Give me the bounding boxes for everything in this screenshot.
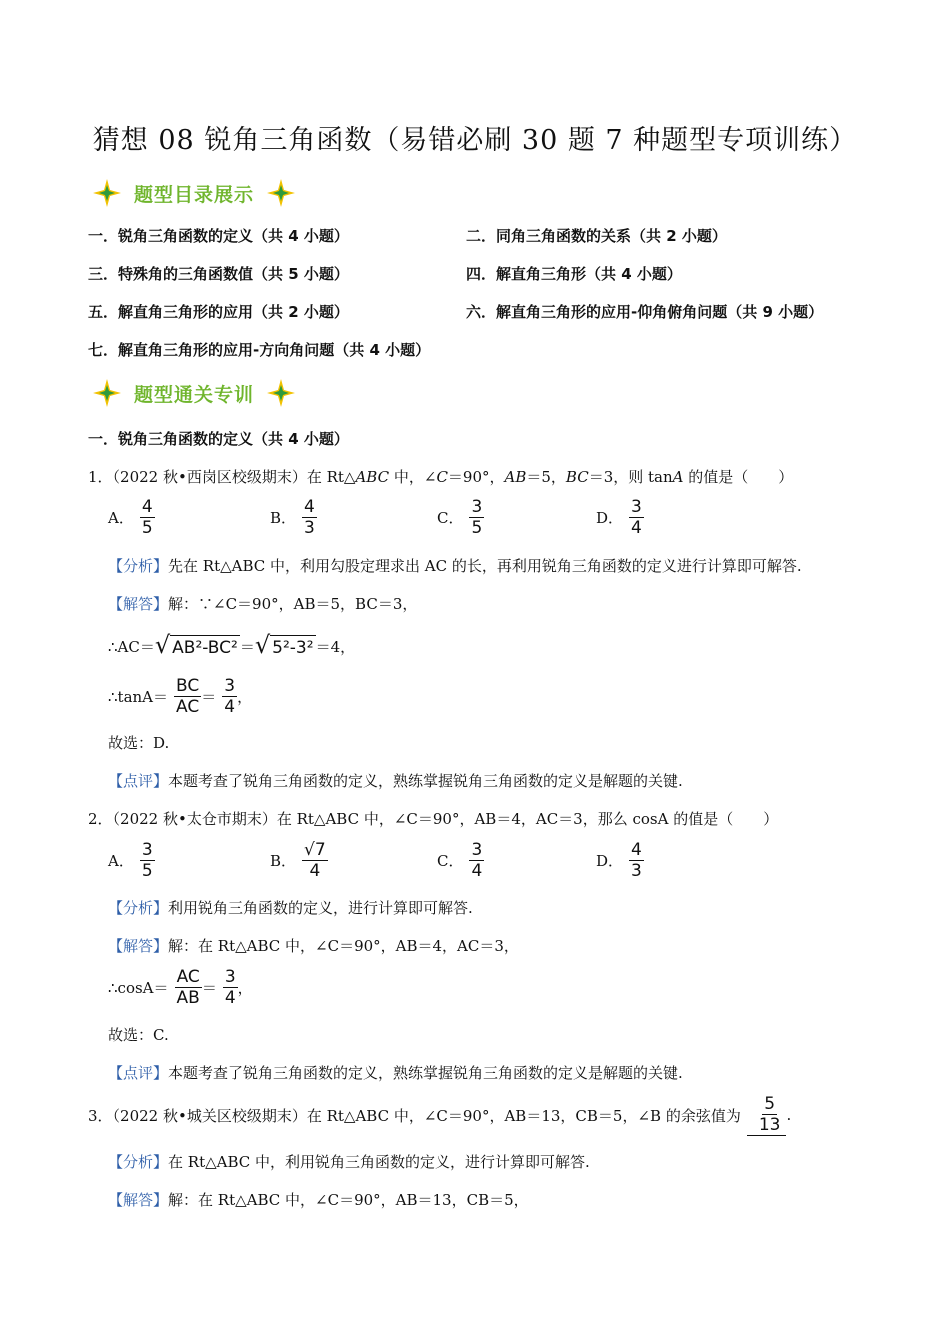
solution-2-step: ∴cosA＝ $\frac{AC}{AB}$ ＝ $\frac{3}{4}$ ， (108, 967, 253, 1008)
choose-2: 故选：C. (108, 1026, 169, 1044)
toc-item[interactable]: 七．解直角三角形的应用-方向角问题（共 4 小题） (88, 341, 431, 359)
solution-1-step-1: ∴AC＝ √ AB²-BC² ＝ √ 5²-3² ＝4， (108, 631, 356, 659)
solution-3: 【解答】解：在 Rt△ABC 中，∠C＝90°，AB＝13，CB＝5， (108, 1191, 529, 1209)
analysis-3: 【分析】在 Rt△ABC 中，利用锐角三角函数的定义，进行计算即可解答. (108, 1153, 590, 1171)
toc-item[interactable]: 一．锐角三角函数的定义（共 4 小题） (88, 227, 349, 245)
toc-banner (92, 178, 296, 208)
solution-2: 【解答】解：在 Rt△ABC 中，∠C＝90°，AB＝4，AC＝3， (108, 937, 519, 955)
option-b[interactable]: B． $\frac{√7}{4}$ (270, 840, 326, 881)
option-a[interactable]: A． $\frac{4}{5}$ (108, 497, 153, 538)
option-b[interactable]: B． $\frac{4}{3}$ (270, 497, 315, 538)
option-c[interactable]: C． $\frac{3}{4}$ (437, 840, 483, 881)
train-banner (92, 378, 296, 408)
question-1-stem: 1．（2022 秋•西岗区校级期末）在 Rt△ABC 中，∠C＝90°，AB＝5，BC＝3，则 tanA 的值是（ ） (88, 468, 794, 486)
sparkle-star-icon (92, 378, 122, 408)
solution-1: 【解答】解：∵∠C＝90°，AB＝5，BC＝3， (108, 595, 418, 613)
train-banner-label: 题型通关专训 (134, 383, 255, 406)
comment-1: 【点评】本题考查了锐角三角函数的定义，熟练掌握锐角三角函数的定义是解题的关键. (108, 772, 683, 790)
sparkle-star-icon (266, 178, 296, 208)
question-3-stem: 3．（2022 秋•城关区校级期末）在 Rt△ABC 中，∠C＝90°，AB＝13，CB＝5，∠B 的余弦值为 $\frac{5}{13}$ . (88, 1094, 792, 1135)
sparkle-star-icon (266, 378, 296, 408)
choose-1: 故选：D. (108, 734, 170, 752)
toc-item[interactable]: 四．解直角三角形（共 4 小题） (466, 265, 682, 283)
toc-item[interactable]: 五．解直角三角形的应用（共 2 小题） (88, 303, 349, 321)
sparkle-star-icon (92, 178, 122, 208)
toc-item[interactable]: 二．同角三角函数的关系（共 2 小题） (466, 227, 727, 245)
question-2-stem: 2．（2022 秋•太仓市期末）在 Rt△ABC 中，∠C＝90°，AB＝4，AC＝3，那么 cosA 的值是（ ） (88, 810, 779, 828)
page-title: 猜想 08 锐角三角函数（易错必刷 30 题 7 种题型专项训练） (92, 125, 858, 156)
toc-item[interactable]: 三．特殊角的三角函数值（共 5 小题） (88, 265, 349, 283)
option-d[interactable]: D． $\frac{4}{3}$ (596, 840, 642, 881)
option-c[interactable]: C． $\frac{3}{5}$ (437, 497, 483, 538)
toc-item[interactable]: 六．解直角三角形的应用-仰角俯角问题（共 9 小题） (466, 303, 824, 321)
analysis-1: 【分析】先在 Rt△ABC 中，利用勾股定理求出 AC 的长，再利用锐角三角函数的定义进行计算即可解答. (108, 557, 802, 575)
option-a[interactable]: A． $\frac{3}{5}$ (108, 840, 153, 881)
solution-1-step-2: ∴tanA＝ $\frac{BC}{AC}$ ＝ $\frac{3}{4}$ ， (108, 676, 253, 717)
toc-banner-label: 题型目录展示 (134, 183, 255, 206)
section-heading: 一．锐角三角函数的定义（共 4 小题） (88, 430, 349, 448)
option-d[interactable]: D． $\frac{3}{4}$ (596, 497, 642, 538)
comment-2: 【点评】本题考查了锐角三角函数的定义，熟练掌握锐角三角函数的定义是解题的关键. (108, 1064, 683, 1082)
analysis-2: 【分析】利用锐角三角函数的定义，进行计算即可解答. (108, 899, 473, 917)
